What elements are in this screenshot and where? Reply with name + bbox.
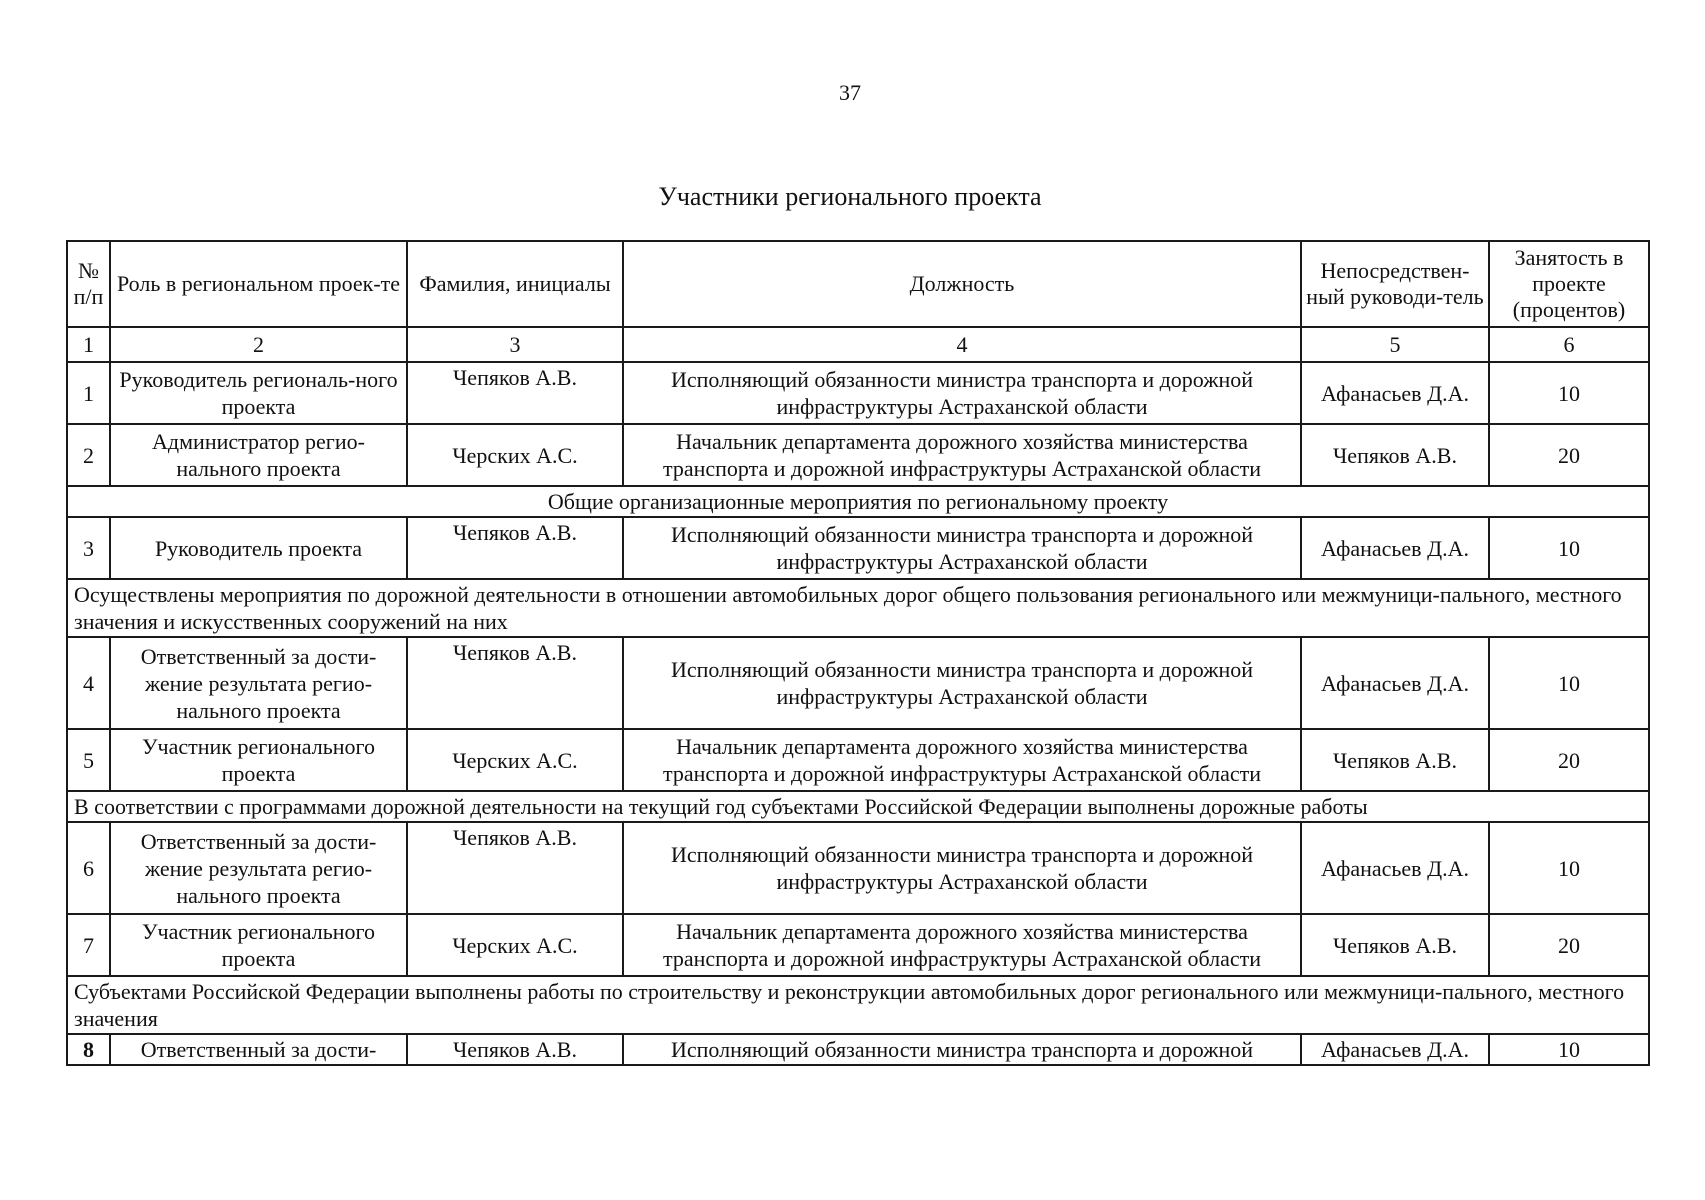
cell-name: Чепяков А.В. [407, 637, 623, 729]
column-number: 2 [110, 327, 407, 362]
cell-role: Участник регионального проекта [110, 914, 407, 976]
table-row [67, 822, 1649, 914]
section-row [67, 579, 1649, 637]
document-title: Участники регионального проекта [658, 182, 1042, 211]
cell-share: 10 [1489, 822, 1649, 914]
cell-index: 3 [67, 517, 110, 579]
column-number-row [67, 327, 1649, 362]
header-role: Роль в региональном проек-те [110, 241, 407, 327]
participants-table [66, 240, 1650, 1066]
cell-name: Чепяков А.В. [407, 517, 623, 579]
cell-role: Участник регионального проекта [110, 729, 407, 791]
table-row [67, 362, 1649, 424]
table-row [67, 914, 1649, 976]
cell-share: 20 [1489, 729, 1649, 791]
cell-manager: Афанасьев Д.А. [1301, 362, 1489, 424]
cell-manager: Чепяков А.В. [1301, 729, 1489, 791]
header-manager: Непосредствен-ный руководи-тель [1301, 241, 1489, 327]
cell-manager: Афанасьев Д.А. [1301, 1034, 1489, 1065]
cell-name: Чепяков А.В. [407, 1034, 623, 1065]
cell-index: 5 [67, 729, 110, 791]
cell-index: 8 [67, 1034, 110, 1065]
header-index: № п/п [67, 241, 110, 327]
cell-role: Администратор регио-нального проекта [110, 424, 407, 486]
cell-manager: Чепяков А.В. [1301, 424, 1489, 486]
header-name: Фамилия, инициалы [407, 241, 623, 327]
cell-name: Черских А.С. [407, 914, 623, 976]
cell-position: Исполняющий обязанности министра транспорта и дорожной инфраструктуры Астраханской области [623, 637, 1301, 729]
cell-name: Черских А.С. [407, 424, 623, 486]
cell-role: Ответственный за дости- [110, 1034, 407, 1065]
cell-manager: Афанасьев Д.А. [1301, 517, 1489, 579]
cell-role: Руководитель региональ-ного проекта [110, 362, 407, 424]
cell-position: Начальник департамента дорожного хозяйства министерства транспорта и дорожной инфраструктуры Астраханской области [623, 729, 1301, 791]
column-number: 3 [407, 327, 623, 362]
header-share: Занятость в проекте (процентов) [1489, 241, 1649, 327]
cell-share: 10 [1489, 362, 1649, 424]
cell-position: Исполняющий обязанности министра транспорта и дорожной инфраструктуры Астраханской области [623, 362, 1301, 424]
cell-role: Ответственный за дости-жение результата регио-нального проекта [110, 637, 407, 729]
section-heading: В соответствии с программами дорожной деятельности на текущий год субъектами Российской Федерации выполнены дорожные работы [67, 791, 1649, 822]
page-number: 37 [839, 80, 861, 105]
cell-manager: Афанасьев Д.А. [1301, 822, 1489, 914]
cell-share: 20 [1489, 914, 1649, 976]
cell-name: Чепяков А.В. [407, 822, 623, 914]
section-heading: Осуществлены мероприятия по дорожной деятельности в отношении автомобильных дорог общего пользования регионального или межмуници-пального, местного значения и искусственных сооружений на них [67, 579, 1649, 637]
section-row [67, 486, 1649, 517]
column-number: 1 [67, 327, 110, 362]
cell-index: 6 [67, 822, 110, 914]
column-number: 6 [1489, 327, 1649, 362]
cell-position: Исполняющий обязанности министра транспорта и дорожной инфраструктуры Астраханской области [623, 517, 1301, 579]
cell-index: 2 [67, 424, 110, 486]
cell-name: Чепяков А.В. [407, 362, 623, 424]
table-row [67, 517, 1649, 579]
column-number: 4 [623, 327, 1301, 362]
section-row [67, 791, 1649, 822]
cell-share: 10 [1489, 517, 1649, 579]
participants-table-wrapper [66, 240, 1648, 1066]
cell-role: Руководитель проекта [110, 517, 407, 579]
table-row [67, 424, 1649, 486]
cell-share: 10 [1489, 637, 1649, 729]
cell-position: Исполняющий обязанности министра транспорта и дорожной [623, 1034, 1301, 1065]
cell-position: Начальник департамента дорожного хозяйства министерства транспорта и дорожной инфраструктуры Астраханской области [623, 914, 1301, 976]
table-row [67, 729, 1649, 791]
cell-index: 1 [67, 362, 110, 424]
table-row [67, 637, 1649, 729]
table-header-row [67, 241, 1649, 327]
cell-name: Черских А.С. [407, 729, 623, 791]
cell-index: 4 [67, 637, 110, 729]
section-heading: Общие организационные мероприятия по региональному проекту [67, 486, 1649, 517]
cell-share: 20 [1489, 424, 1649, 486]
header-position: Должность [623, 241, 1301, 327]
cell-role: Ответственный за дости-жение результата регио-нального проекта [110, 822, 407, 914]
section-row [67, 976, 1649, 1034]
cell-index: 7 [67, 914, 110, 976]
cell-manager: Афанасьев Д.А. [1301, 637, 1489, 729]
section-heading: Субъектами Российской Федерации выполнены работы по строительству и реконструкции автомобильных дорог регионального или межмуници-пального, местного значения [67, 976, 1649, 1034]
cell-share: 10 [1489, 1034, 1649, 1065]
column-number: 5 [1301, 327, 1489, 362]
cell-position: Начальник департамента дорожного хозяйства министерства транспорта и дорожной инфраструктуры Астраханской области [623, 424, 1301, 486]
table-row [67, 1034, 1649, 1065]
cell-position: Исполняющий обязанности министра транспорта и дорожной инфраструктуры Астраханской области [623, 822, 1301, 914]
cell-manager: Чепяков А.В. [1301, 914, 1489, 976]
